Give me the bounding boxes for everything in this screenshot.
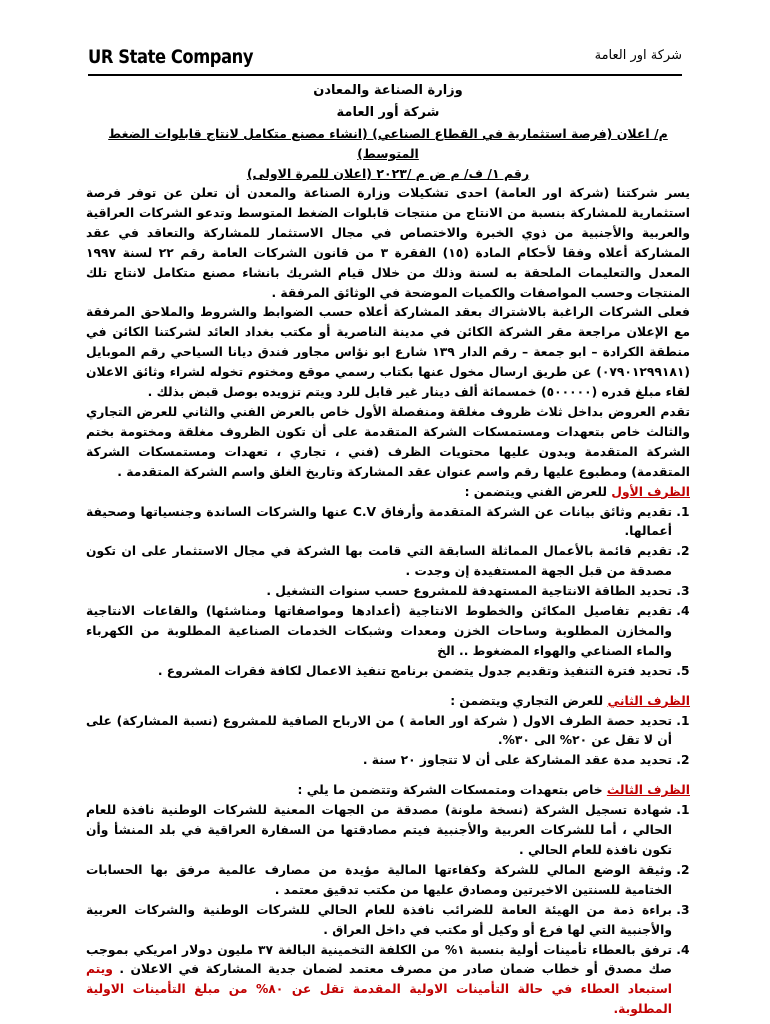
section3-heading xyxy=(86,781,690,801)
list-item: 1. تقديم وثائق بيانات عن الشركة المتقدمة وأرفاق C.V عنها والشركات الساندة وجنسياتها وصحيفة أعمالها. xyxy=(86,503,672,543)
guarantee-text: ترفق بالعطاء تأمينات أولية بنسبة ١% من الكلفة التخمينية البالغة ٣٧ مليون دولار امريكي بموجب صك مصدق أو خطاب ضمان صادر من مصرف معتمد لضمان جدية المشاركة في الاعلان . xyxy=(86,942,673,977)
section3-list xyxy=(86,801,690,1020)
announcement-document xyxy=(86,80,690,1020)
brand-logo-text: UR State Company xyxy=(88,46,254,68)
envelopes-paragraph: تقدم العروض بداخل ثلاث ظروف مغلقة ومنفصلة الأول خاص بالعرض الفني والثاني للعرض التجاري والثالث خاص بتعهدات ومستمسكات الشركة المتقدمة على أن تكون الظروف مغلقة ومختومة بختم الشركة المتقدمة ويدون عليها محتويات الظرف (فني ، تجاري ، تعهدات ومستمسكات الشركة المتقدمة) ومطبوع عليها رقم واسم عنوان عقد المشاركة وتاريخ الغلق واسم الشركة المتقدمة . xyxy=(86,404,690,479)
announcement-subject xyxy=(86,124,690,164)
intro-paragraph: يسر شركتنا (شركة اور العامة) احدى تشكيلات وزارة الصناعة والمعدن أن تعلن عن توفر فرصة استثمارية للمشاركة بنسبة من الانتاج من منتجات قابلوات الضغط المتوسط وتدعو الشركات العراقية والعربية والأجنبية من ذوي الخبرة والاختصاص في مجال الاستثمار للمشاركة والتعاقد في عقد المشاركة أعلاه وفقا لأحكام المادة (١٥) الفقرة ٣ من قانون الشركات العامة رقم ٢٢ لسنة ١٩٩٧ المعدل والتعليمات الملحقة به لسنة وذلك من خلال قيام الشريك بانشاء مصنع متكامل لانتاج تلك المنتجات وحسب المواصفات والكميات الموضحة في الوثائق المرفقة . xyxy=(86,186,691,300)
list-item: 3. براءة ذمة من الهيئة العامة للضرائب نافذة للعام الحالي للشركات الوطنية والشركات العربية والأجنبية التي لها فرع أو وكيل أو مكتب في داخل العراق . xyxy=(86,901,672,941)
section3-label: الظرف الثالث xyxy=(606,783,690,798)
submission-paragraph: فعلى الشركات الراغبة بالاشتراك بعقد المشاركة أعلاه حسب الضوابط والشروط والملاحق المرفقة مع الإعلان مراجعة مقر الشركة الكائن في مدينة الناصرية أو مكتب بغداد العائد لشركتنا الكائن في منطقة الكرادة – ابو جمعة – رقم الدار ١٣٩ شارع ابو نؤاس مجاور فندق ديانا السياحي رقم الموبايل (٠٧٩٠١٢٩٩١٨١) عن طريق ارسال مخول عنها بكتاب رسمي موقع ومختوم تخوله لشراء وثائق الاعلان لقاء مبلغ قدره (٥٠٠٠٠٠) خمسمائة ألف دينار غير قابل للرد ويتم تزويده بوصل قبض بذلك . xyxy=(86,305,690,400)
list-item: 1. تحديد حصة الطرف الاول ( شركة اور العامة ) من الارباح الصافية للمشروع (نسبة المشاركة) على أن لا تقل عن ٢٠% الى ٣٠%. xyxy=(86,712,672,752)
list-item: 4. تقديم تفاصيل المكائن والخطوط الانتاجية (أعدادها ومواصفاتها ومناشئها) والقاعات الانتاجية والمخازن المطلوبة وساحات الخزن ومعدات وشبكات الخدمات الصناعية المطلوبة من الكهرباء والماء الصناعي والهواء المضغوط .. الخ xyxy=(86,602,672,662)
reference-text: رقم ١/ ف/ م ض م /٢٠٢٣ (اعلان للمرة الاولى) xyxy=(246,166,530,181)
section1-label: الظرف الأول xyxy=(611,484,690,499)
company-title: شركة أور العامة xyxy=(336,105,440,120)
section1-heading xyxy=(86,483,690,503)
section3-rest: خاص بتعهدات ومتمسكات الشركة وتتضمن ما يلي : xyxy=(297,783,607,798)
section1-list xyxy=(86,503,690,682)
list-item: 5. تحديد فترة التنفيذ وتقديم جدول يتضمن برنامج تنفيذ الاعمال لكافة فقرات المشروع . xyxy=(86,662,672,682)
page-header xyxy=(88,40,682,76)
list-item: 3. تحديد الطاقة الانتاجية المستهدفة للمشروع حسب سنوات التشغيل . xyxy=(86,582,672,602)
section2-heading xyxy=(86,692,690,712)
exclusion-warning: ويتم استبعاد العطاء في حالة التأمينات الاولية المقدمة تقل عن ٨٠% من مبلغ التأمينات الاولية المطلوبة. xyxy=(86,962,673,1017)
list-item: 2. وثيقة الوضع المالي للشركة وكفاءتها المالية مؤيدة من مصارف عالمية مرفق بها الحسابات الختامية للسنتين الاخيرتين ومصادق عليها من مكتب تدقيق معتمد . xyxy=(86,861,672,901)
section2-rest: للعرض التجاري ويتضمن : xyxy=(450,693,608,708)
list-item xyxy=(86,941,672,1021)
subject-text: م/ اعلان (فرصة استثمارية في القطاع الصناعي) (انشاء مصنع متكامل لانتاج قابلوات الضغط المتوسط) xyxy=(108,126,668,161)
list-item: 1. شهادة تسجيل الشركة (نسخة ملونة) مصدقة من الجهات المعنية للشركات الوطنية نافذة للعام الحالي ، أما للشركات العربية والأجنبية فيتم مصادقتها من السفارة العراقية في بلد المنشأ وأن تكون نافذة للعام الحالي . xyxy=(86,801,672,861)
announcement-reference xyxy=(86,164,690,184)
section1-rest: للعرض الفني ويتضمن : xyxy=(464,484,612,499)
list-item: 2. تقديم قائمة بالأعمال المماثلة السابقة التي قامت بها الشركة في مجال الاستثمار على ان تكون مصدقة من قبل الجهة المستفيدة إن وجدت . xyxy=(86,542,672,582)
ministry-title: وزارة الصناعة والمعادن xyxy=(313,83,463,98)
list-item: 2. تحديد مدة عقد المشاركة على أن لا تتجاوز ٢٠ سنة . xyxy=(86,751,672,771)
section2-label: الظرف الثاني xyxy=(607,693,690,708)
company-name-arabic: شركة اور العامة xyxy=(594,48,682,63)
section2-list xyxy=(86,712,690,772)
